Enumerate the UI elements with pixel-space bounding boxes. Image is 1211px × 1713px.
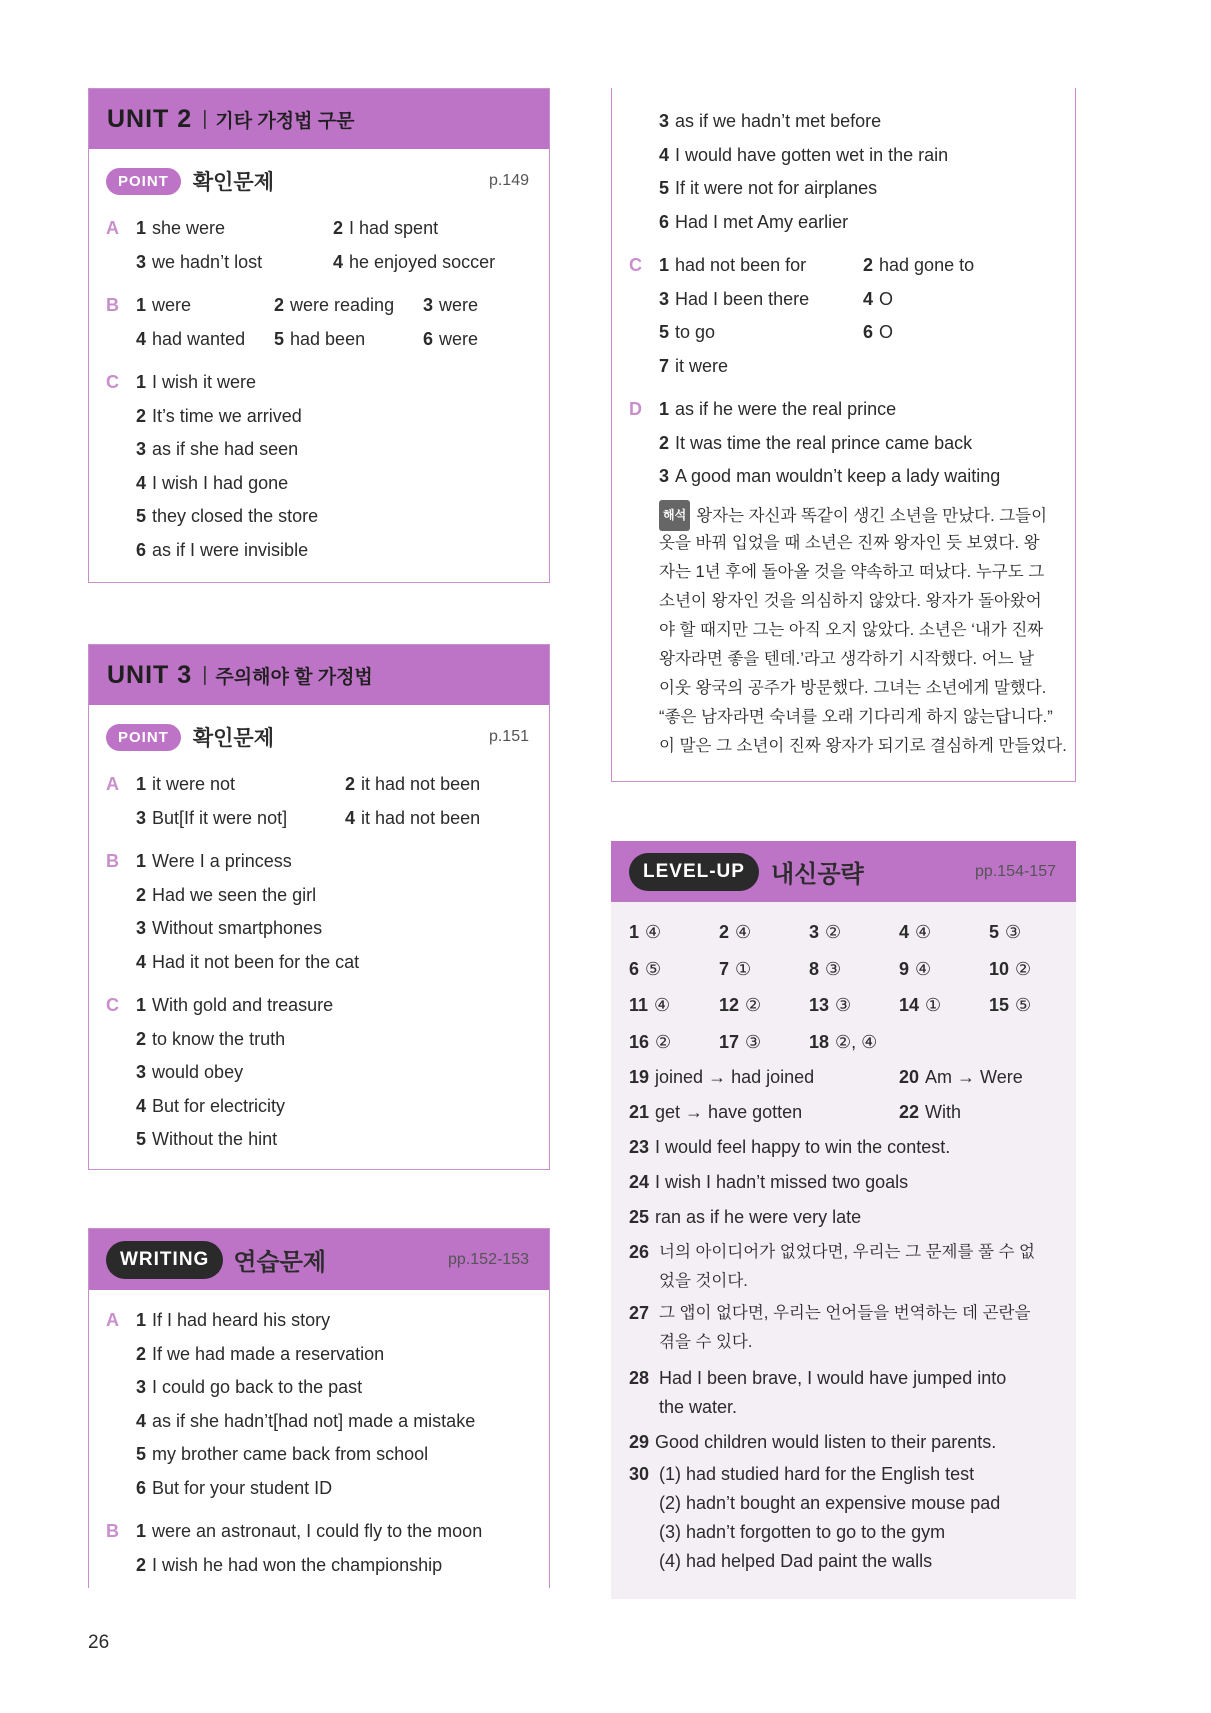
answer-item: 4 Had it not been for the cat: [136, 951, 360, 972]
answer-item: 5 they closed the store: [136, 506, 319, 526]
answer-item: 3 as if she had seen: [136, 439, 299, 459]
answer-line: [612, 316, 1075, 350]
answer-item: 4 as if she hadn’t[had not] made a mistake: [136, 1410, 476, 1431]
answer-item: 23 I would feel happy to win the contest.: [629, 1137, 951, 1157]
unit2-point-row: [106, 162, 549, 200]
answer-item: 4 O: [863, 288, 894, 309]
group-letter: B: [106, 1521, 119, 1541]
answer-item: 2 had gone to: [863, 255, 975, 275]
writing-header: [89, 1229, 549, 1290]
answer-line: [612, 206, 1075, 240]
answer-item: 2 I had spent: [333, 218, 439, 238]
unit2-group-c: [89, 366, 549, 567]
answer-item: 2 were reading: [274, 295, 395, 315]
answer-item: 1 had not been for: [659, 255, 807, 275]
answer-item: 3 as if we hadn’t met before: [659, 111, 882, 131]
unit3-group-b: [89, 845, 549, 979]
divider: |: [202, 107, 208, 130]
answer-line: [89, 289, 549, 323]
unit2-box: [88, 88, 550, 583]
answer-line: [89, 1056, 549, 1090]
group-letter: C: [106, 372, 119, 392]
answer-line: [612, 350, 1075, 384]
answer-line: [89, 1123, 549, 1157]
answer-item: 2 It was time the real prince came back: [659, 432, 973, 453]
answer-item: 4 But for electricity: [136, 1095, 286, 1116]
writing-badge: WRITING: [106, 1241, 223, 1279]
answer-item: 8 ③: [809, 958, 842, 979]
answer-line: [89, 433, 549, 467]
answer-line: [89, 366, 549, 400]
writing-group-b: [89, 1515, 549, 1582]
answer-item: 17 ③: [719, 1031, 762, 1052]
answer-item: 6 But for your student ID: [136, 1477, 333, 1498]
answer-line: [89, 1549, 549, 1583]
levelup-header: [611, 841, 1076, 902]
answer-item: 7 it were: [659, 355, 729, 376]
section-title: 확인문제: [192, 171, 274, 194]
answer-item: 14 ①: [899, 995, 942, 1015]
translation-line: 야 할 때지만 그는 아직 오지 않았다. 소년은 ‘내가 진짜: [659, 621, 1044, 639]
translation-line: 해석 왕자는 자신과 똑같이 생긴 소년을 만났다. 그들이: [659, 500, 1047, 531]
answer-item: 15 ⑤: [989, 995, 1032, 1015]
answer-item: 2 It’s time we arrived: [136, 405, 302, 426]
answer-item: 4 ④: [899, 922, 932, 942]
writing-box: [88, 1228, 550, 1588]
answer-item: 4 it had not been: [345, 807, 481, 828]
answer-line: [89, 1304, 549, 1338]
answer-item: 6 O: [863, 322, 894, 342]
answer-item: 1 it were not: [136, 774, 236, 794]
section-title: 확인문제: [192, 727, 274, 750]
answer-line: [89, 246, 549, 280]
unit2-group-b: [89, 289, 549, 356]
answer-item: 3 would obey: [136, 1062, 244, 1082]
unit3-label: UNIT 3: [107, 660, 193, 689]
answer-item: 3 A good man wouldn’t keep a lady waiting: [659, 466, 1001, 486]
unit3-title: 주의해야 할 가정법: [215, 666, 373, 688]
answer-line: [89, 467, 549, 501]
answer-line: [89, 534, 549, 568]
answer-item: 2 to know the truth: [136, 1028, 286, 1049]
group-letter: B: [106, 851, 119, 871]
answer-item: 4 I wish I had gone: [136, 472, 289, 493]
translation-line: 이 말은 그 소년이 진짜 왕자가 되기로 결심하게 만들었다.: [659, 737, 1067, 755]
answer-line: [89, 768, 549, 802]
page-reference: pp.152-153: [448, 1250, 529, 1268]
answer-item: 6 ⑤: [629, 958, 662, 979]
answer-item: 3 Without smartphones: [136, 918, 323, 938]
answer-item: 5 If it were not for airplanes: [659, 178, 878, 198]
answer-line: [89, 1438, 549, 1472]
answer-item: 21 get → have gotten: [629, 1102, 803, 1122]
unit3-point-row: [106, 718, 549, 756]
answer-item: 5 my brother came back from school: [136, 1444, 429, 1464]
answer-item: 2 I wish he had won the championship: [136, 1554, 443, 1575]
page-number: 26: [88, 1632, 110, 1653]
answer-item: 1 she were: [136, 218, 226, 238]
unit2-group-a: [89, 212, 549, 279]
writing-group-c: [612, 249, 1075, 383]
unit2-title: 기타 가정법 구문: [215, 110, 355, 132]
point-badge: POINT: [106, 724, 181, 751]
answer-line: [612, 172, 1075, 206]
answer-item: 3 Had I been there: [659, 288, 810, 309]
answer-item: 5 Without the hint: [136, 1129, 278, 1149]
answer-item: 11 ④: [629, 995, 671, 1015]
answer-line: [612, 105, 1075, 139]
answer-item: 5 had been: [274, 328, 366, 349]
answer-item: 3 we hadn’t lost: [136, 251, 263, 272]
translation-line: 자는 1년 후에 돌아올 것을 약속하고 떠났다. 누구도 그: [659, 563, 1045, 581]
answer-item: 2 ④: [719, 922, 752, 942]
group-letter: A: [106, 218, 119, 238]
answer-line: [89, 912, 549, 946]
translation-line: 옷을 바꿔 입었을 때 소년은 진짜 왕자인 듯 보였다. 왕: [659, 534, 1040, 552]
answer-item: 18 ②, ④: [809, 1031, 878, 1052]
answer-item: 1 I wish it were: [136, 372, 257, 392]
page-reference: pp.154-157: [975, 862, 1056, 880]
answer-item: 12 ②: [719, 995, 762, 1015]
group-letter: D: [629, 399, 642, 419]
answer-item: 3 ②: [809, 922, 842, 942]
answer-line: [89, 1472, 549, 1506]
unit2-header: [89, 89, 549, 149]
answer-line: [612, 139, 1075, 173]
answer-line: [89, 802, 549, 836]
answer-item: 3 were: [423, 295, 479, 315]
translation-tag: 해석: [659, 500, 690, 531]
answer-item: 6 as if I were invisible: [136, 539, 309, 560]
answer-item: 3 I could go back to the past: [136, 1377, 363, 1397]
answer-item: 7 ①: [719, 958, 752, 979]
answer-line: [612, 393, 1075, 427]
answer-item: 1 were: [136, 295, 192, 315]
writing-continued-box: [611, 88, 1076, 782]
answer-item: 5 ③: [989, 922, 1022, 942]
answer-line: [89, 946, 549, 980]
answer-line: [612, 283, 1075, 317]
answer-item: 4 had wanted: [136, 328, 246, 349]
answer-item: 16 ②: [629, 1031, 672, 1052]
page-reference: p.149: [488, 172, 529, 189]
unit3-header: [89, 645, 549, 705]
answer-line: [89, 1515, 549, 1549]
point-badge: POINT: [106, 168, 181, 195]
group-letter: C: [106, 995, 119, 1015]
levelup-body: 1 ④ 2 ④ 3 ② 4 ④ 5 ③ 6 ⑤ 7 ① 8 ③ 9 ④ 10 ② 11 ④ 12 ② 13 ③ 14 ① 15 ⑤ 16 ② 17 ③ 18 ②, ④ 19 joined → had joined 20 Am → Were 21 get → have gotten 22 With 23 I would feel happy to win the contest. 24 I wish I hadn’t missed two goals 25 ran as if he were very late 26 너의 아이디어가 없었다면, 우리는 그 문제를 풀 수 없 었을 것이다. 27 그 앱이 없다면, 우리는 언어들을 번역하는 데 곤란을 겪을 수 있다. 28 Had I been brave, I would have jumped into the water. 29 Good children would listen to their parents. 30 (1) had studied hard for the English test (2) hadn’t bought an expensive mouse pad (3) hadn’t forgotten to go to the gym (4) had helped Dad paint the walls: [611, 902, 1076, 1599]
group-letter: A: [106, 774, 119, 794]
answer-item: 1 were an astronaut, I could fly to the moon: [136, 1521, 483, 1541]
answer-line: [89, 323, 549, 357]
answer-line: [89, 1405, 549, 1439]
answer-line: [89, 879, 549, 913]
answer-item: 10 ②: [989, 958, 1032, 979]
answer-item: 24 I wish I hadn’t missed two goals: [629, 1172, 909, 1192]
divider: |: [202, 663, 208, 686]
unit3-box: [88, 644, 550, 1170]
answer-item: 25 ran as if he were very late: [629, 1207, 862, 1227]
answer-line: [89, 400, 549, 434]
section-title: 내신공략: [770, 861, 864, 888]
answer-line: [612, 460, 1075, 494]
levelup-badge: LEVEL-UP: [629, 853, 759, 891]
section-title: 연습문제: [233, 1249, 327, 1276]
answer-item: 29 Good children would listen to their parents.: [629, 1432, 997, 1452]
answer-item: 22 With: [899, 1102, 962, 1122]
writing-group-d: [612, 393, 1075, 494]
answer-line: [89, 1023, 549, 1057]
answer-item: 1 ④: [629, 922, 662, 942]
translation-line: “좋은 남자라면 숙녀를 오래 기다리게 하지 않는답니다.”: [659, 708, 1053, 726]
group-letter: B: [106, 295, 119, 315]
answer-item: 1 Were I a princess: [136, 851, 292, 871]
answer-item: 5 to go: [659, 322, 716, 342]
answer-item: 4 he enjoyed soccer: [333, 251, 496, 272]
answer-line: [89, 500, 549, 534]
translation-line: 이웃 왕국의 공주가 방문했다. 그녀는 소년에게 말했다.: [659, 679, 1047, 697]
answer-item: 6 were: [423, 328, 479, 349]
answer-item: 13 ③: [809, 995, 852, 1015]
unit3-group-c: [89, 989, 549, 1157]
answer-item: 6 Had I met Amy earlier: [659, 211, 849, 232]
writing-group-a: [89, 1304, 549, 1505]
answer-line: [89, 212, 549, 246]
answer-item: 2 it had not been: [345, 774, 481, 794]
answer-item: 19 joined → had joined: [629, 1067, 815, 1087]
answer-item: 20 Am → Were: [899, 1067, 1023, 1087]
answer-item: 2 Had we seen the girl: [136, 884, 317, 905]
unit2-label: UNIT 2: [107, 104, 193, 133]
answer-line: [89, 1371, 549, 1405]
answer-line: [89, 1338, 549, 1372]
levelup-box: [611, 841, 1076, 1599]
unit3-group-a: [89, 768, 549, 835]
answer-item: 1 as if he were the real prince: [659, 399, 897, 419]
translation-line: 왕자라면 좋을 텐데.’라고 생각하기 시작했다. 어느 날: [659, 650, 1035, 668]
answer-item: 1 If I had heard his story: [136, 1310, 331, 1330]
answer-item: 3 But[If it were not]: [136, 807, 288, 828]
translation-line: 소년이 왕자인 것을 의심하지 않았다. 왕자가 돌아왔어: [659, 592, 1042, 610]
answer-line: [612, 249, 1075, 283]
group-letter: C: [629, 255, 642, 275]
answer-line: [89, 1090, 549, 1124]
group-letter: A: [106, 1310, 119, 1330]
answer-item: 2 If we had made a reservation: [136, 1343, 385, 1364]
answer-item: 1 With gold and treasure: [136, 995, 334, 1015]
writing-group-b-cont: [612, 105, 1075, 239]
page-reference: p.151: [488, 728, 529, 745]
answer-line: [89, 989, 549, 1023]
answer-item: 4 I would have gotten wet in the rain: [659, 144, 949, 165]
answer-line: [89, 845, 549, 879]
answer-item: 9 ④: [899, 958, 932, 979]
answer-line: [612, 427, 1075, 461]
